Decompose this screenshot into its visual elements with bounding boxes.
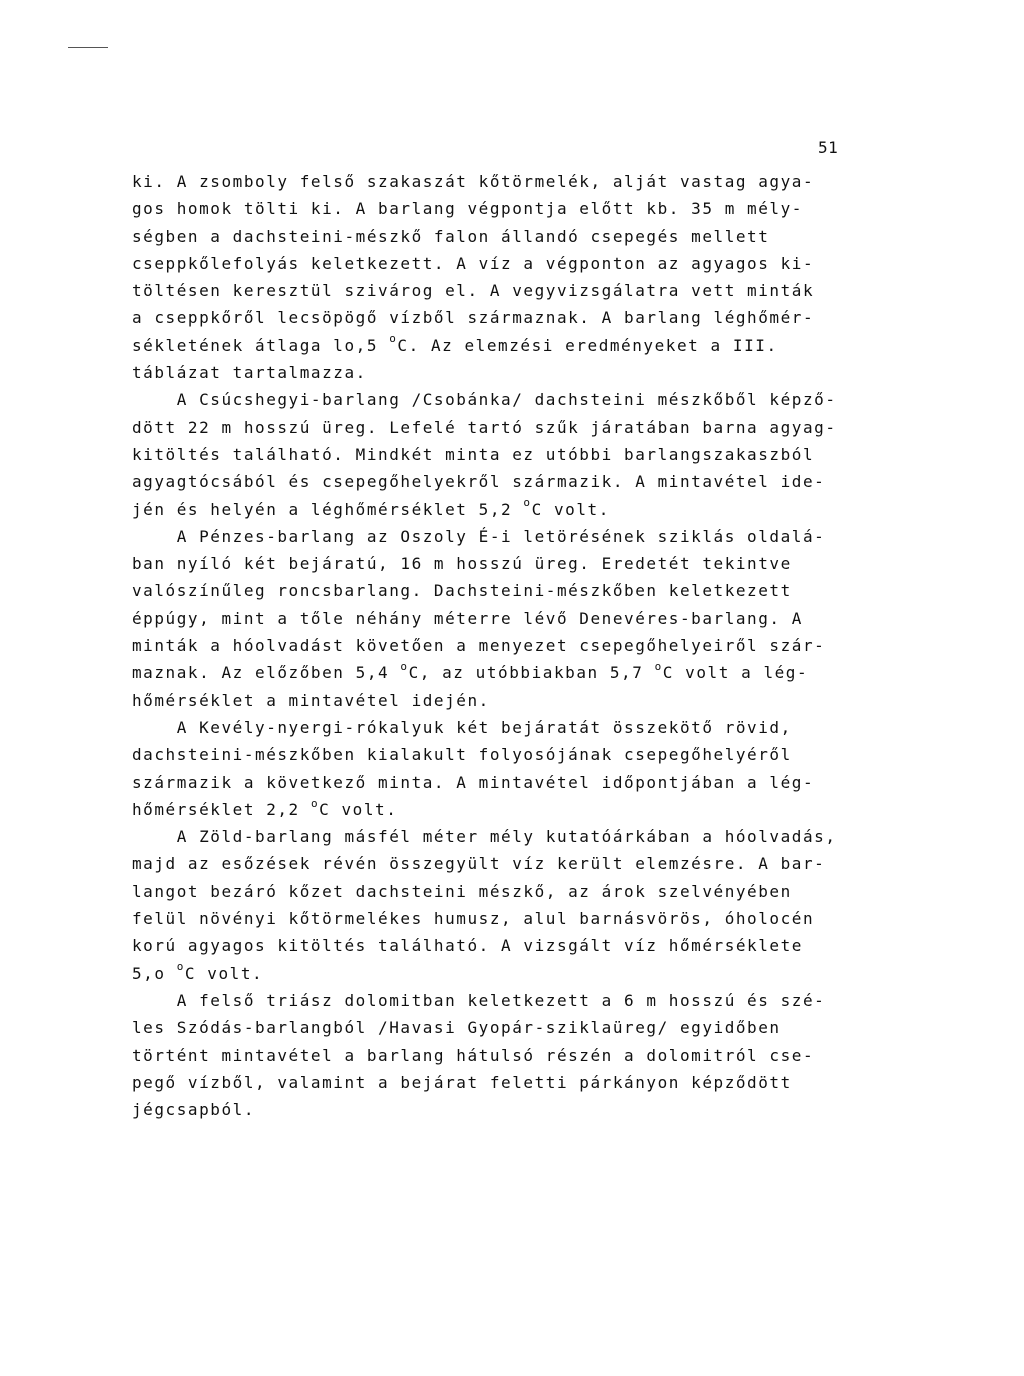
text-line: táblázat tartalmazza. (132, 363, 367, 383)
text-line: dachsteini-mészkőben kialakult folyosójának csepegőhelyéről (132, 745, 792, 765)
text-line: A felső triász dolomitban keletkezett a 6 m hosszú és szé- (132, 990, 826, 1010)
body-text (132, 168, 852, 1123)
degree-sign: o (400, 660, 409, 674)
text-line: cseppkőlefolyás keletkezett. A víz a végponton az agyagos ki- (132, 253, 815, 273)
text-line: ki. A zsomboly felső szakaszát kőtörmelék, alját vastag agya- (132, 172, 815, 191)
text-line: a cseppkőről lecsöpögő vízből származnak. A barlang léghőmér- (132, 308, 815, 328)
text-line: dött 22 m hosszú üreg. Lefelé tartó szűk járatában barna agyag- (132, 417, 837, 437)
text-line: éppúgy, mint a tőle néhány méterre lévő Denevéres-barlang. A (132, 608, 803, 628)
text-line: hőmérséklet 2,2 $^o$C volt. (132, 796, 398, 819)
degree-sign: o (523, 496, 532, 510)
text-line: ségben a dachsteini-mészkő falon állandó csepegés mellett (132, 226, 770, 246)
text-line: A Pénzes-barlang az Oszoly É-i letörésének sziklás oldalá- (132, 526, 826, 546)
text-line: langot bezáró kőzet dachsteini mészkő, az árok szelvényében (132, 881, 792, 901)
text-line: A Zöld-barlang másfél méter mély kutatóárkában a hóolvadás, (132, 827, 837, 847)
text-line: történt mintavétel a barlang hátulsó részén a dolomitról cse- (132, 1045, 815, 1065)
text-line: maznak. Az előzőben 5,4 $^o$C, az utóbbiakban 5,7 $^o$C volt a lég- (132, 660, 809, 683)
text-line: kitöltés található. Mindkét minta ez utóbbi barlangszakaszból (132, 444, 815, 464)
top-rule (68, 47, 108, 48)
text-line: sékletének átlaga lo,5 $^o$C. Az elemzési eredményeket a III. (132, 332, 778, 355)
text-line: jén és helyén a léghőmérséklet 5,2 $^o$C volt. (132, 496, 610, 519)
text-line: A Kevély-nyergi-rókalyuk két bejáratát összekötő rövid, (132, 717, 792, 737)
text-line: agyagtócsából és csepegőhelyekről származik. A mintavétel ide- (132, 472, 826, 492)
text-line: jégcsapból. (132, 1100, 256, 1120)
text-line: minták a hóolvadást követően a menyezet csepegőhelyeiről szár- (132, 636, 826, 656)
degree-sign: o (654, 660, 663, 674)
text-line: gos homok tölti ki. A barlang végpontja előtt kb. 35 m mély- (132, 199, 803, 219)
text-line: valószínűleg roncsbarlang. Dachsteini-mészkőben keletkezett (132, 581, 792, 601)
text-line: les Szódás-barlangból /Havasi Gyopár-sziklaüreg/ egyidőben (132, 1018, 781, 1038)
text-line: ban nyíló két bejáratú, 16 m hosszú üreg. Eredetét tekintve (132, 554, 792, 574)
text-line: A Csúcshegyi-barlang /Csobánka/ dachsteini mészkőből képző- (132, 390, 837, 410)
text-line: töltésen keresztül szivárog el. A vegyvizsgálatra vett minták (132, 281, 815, 301)
text-line: hőmérséklet a mintavétel idején. (132, 690, 490, 710)
text-line: korú agyagos kitöltés található. A vizsgált víz hőmérséklete (132, 936, 803, 956)
text-line: felül növényi kőtörmelékes humusz, alul barnásvörös, óholocén (132, 909, 815, 929)
page-number: 51 (818, 138, 839, 157)
text-line: származik a következő minta. A mintavétel időpontjában a lég- (132, 772, 815, 792)
text-line: majd az esőzések révén összegyült víz került elemzésre. A bar- (132, 854, 826, 874)
text-line: pegő vízből, valamint a bejárat feletti párkányon képződött (132, 1072, 792, 1092)
degree-sign: o (389, 332, 398, 346)
degree-sign: o (176, 960, 185, 974)
degree-sign: o (310, 796, 320, 810)
text-line: 5,o $^o$C volt. (132, 960, 264, 983)
